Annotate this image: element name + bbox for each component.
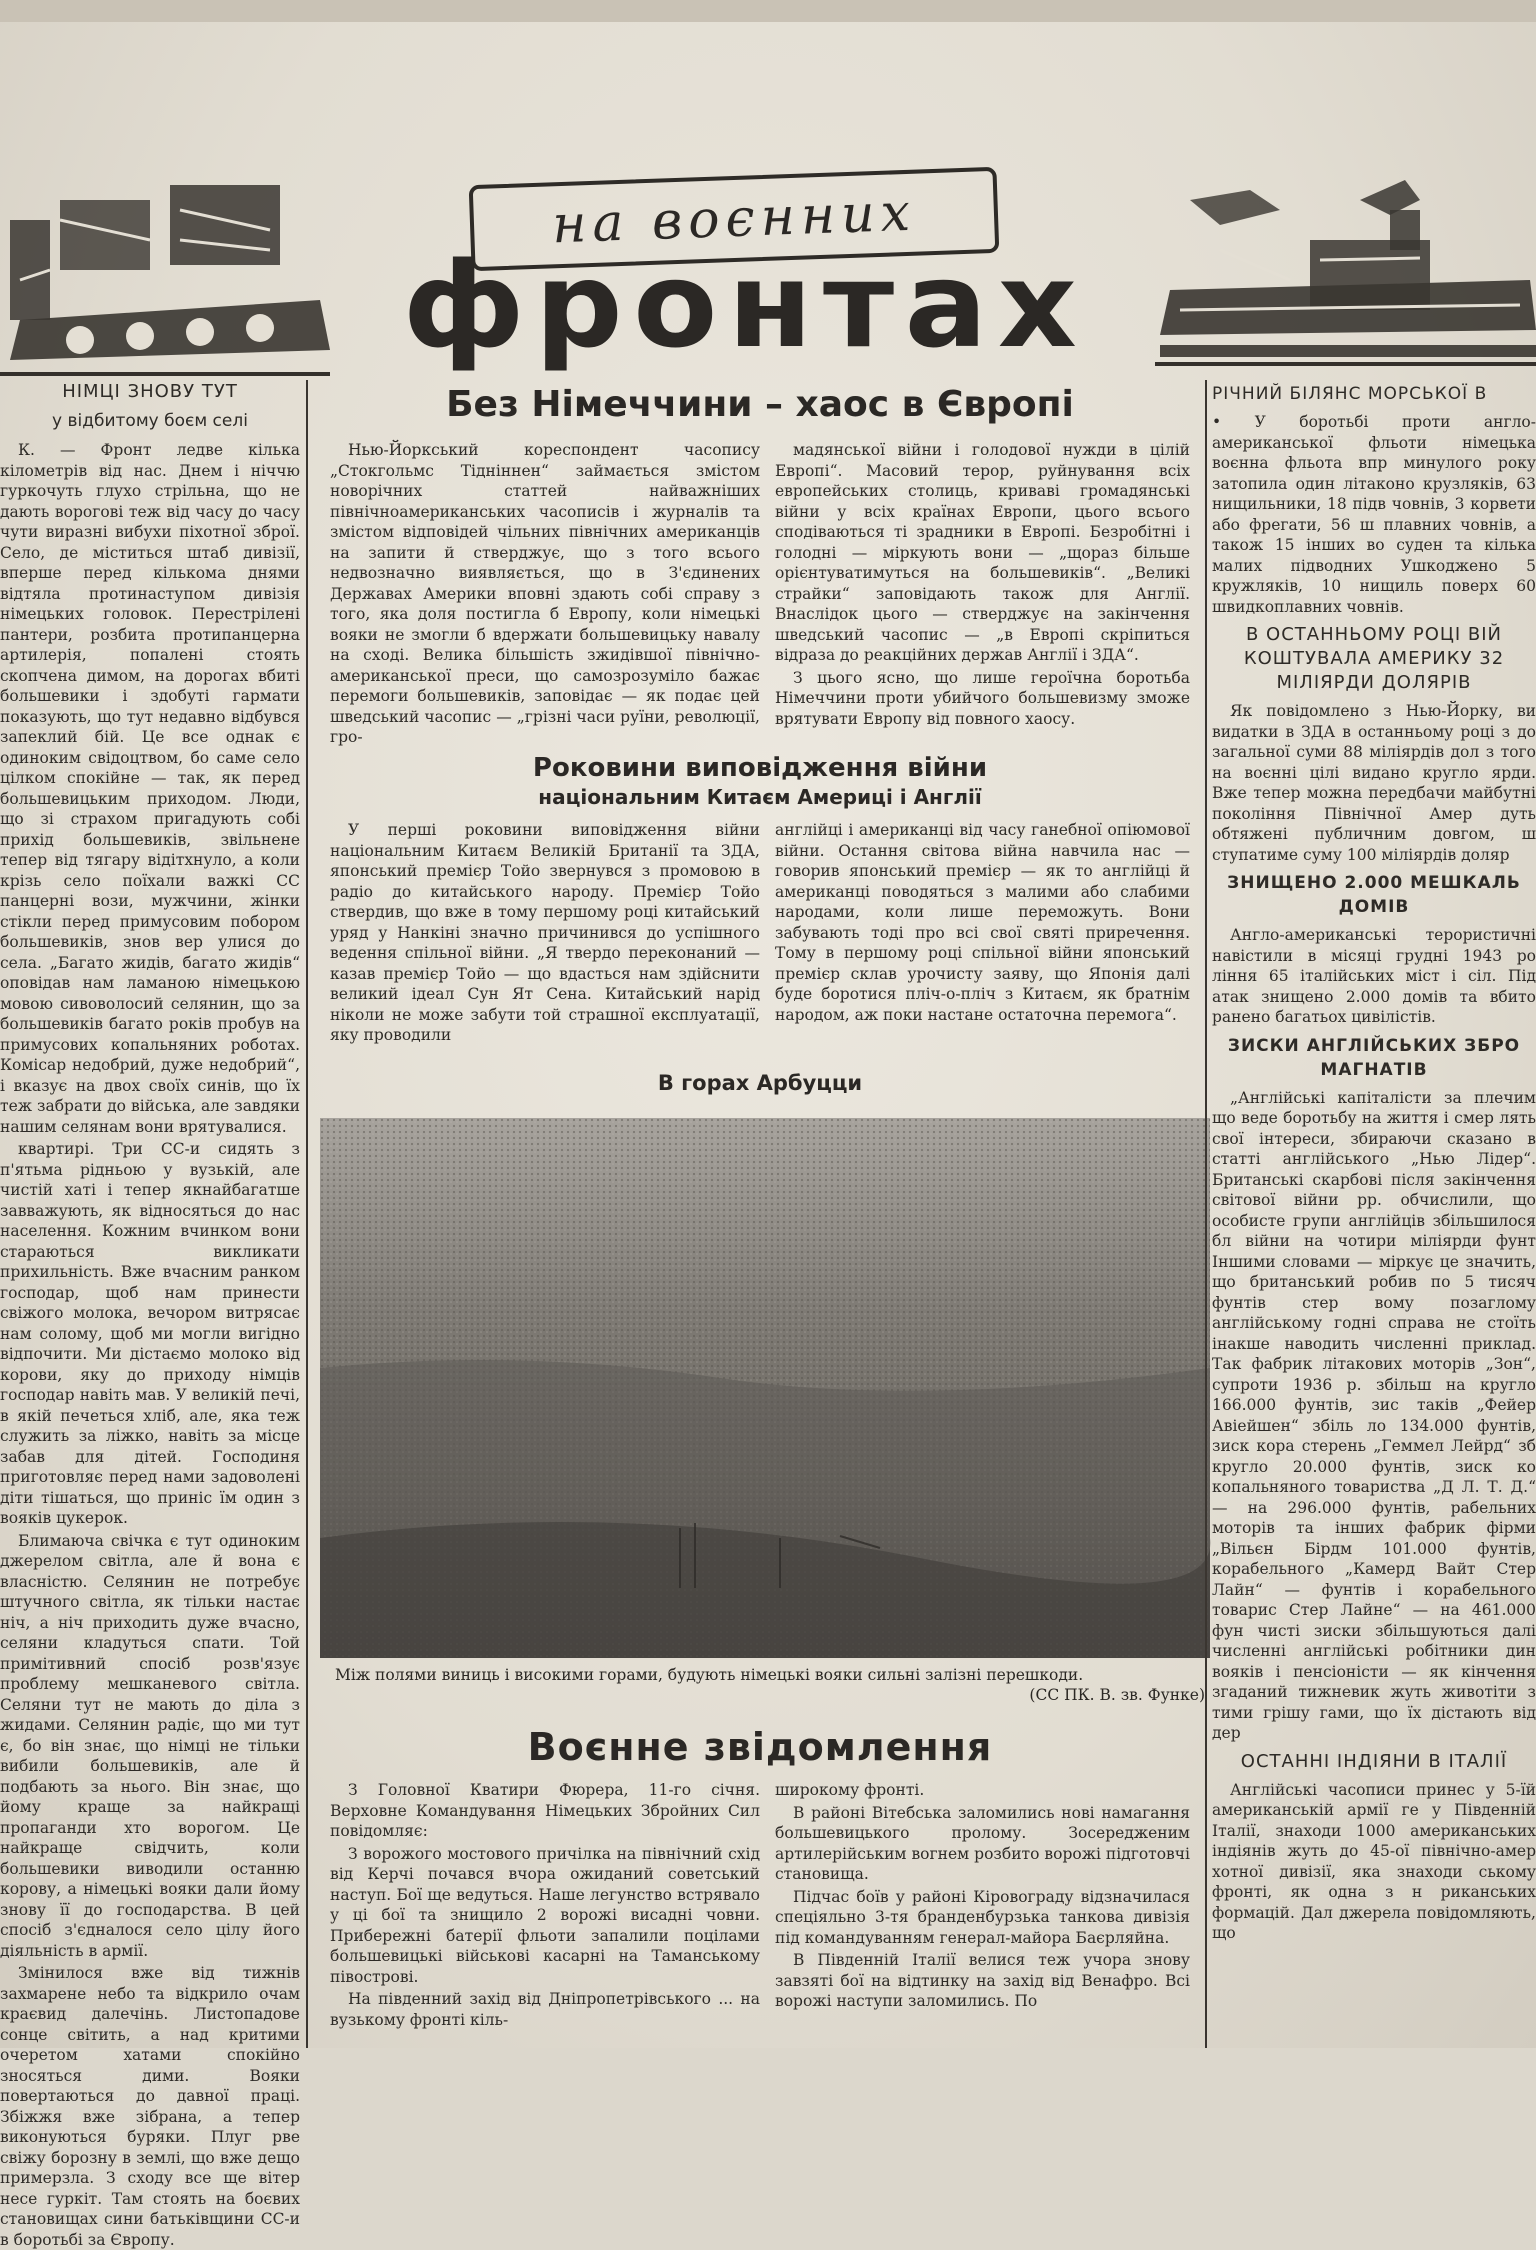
center-article-col1 — [330, 440, 760, 746]
anniversary-subtitle: національним Китаєм Америці і Англії — [538, 785, 982, 809]
war-report-paragraph: Підчас боїв у районі Кіровограду відзначилася спеціяльно 3-тя бранденбурзька танкова дивізія під командуванням генерал-майора Баєрляйна. — [775, 1887, 1190, 1947]
right-sec4-text: „Англійські капіталісти за плечим що веде боротьбу на життя і смер лять свої інтереси, збираючи сказано в статті англійського „Нью Лідер“. Британські скарбові після закінчення світової війни рр. обчислили, що особисте групи англійців збільшилося бл війни на чотири міліярди фунт Іншими словами — міркує це значить, що британський робив по 5 тисяч фунтів стер вому позаглому англійському годні справа не стоїть інакше наводить численні приклад. Так фабрик літакових моторів „Зон“, супроти 1936 р. збільш на кругло 166.000 фунтів, зис таків „Фейер Авіейшен“ збіль ло 134.000 фунтів, зиск кора стерень „Геммел Лейрд“ зб кругло 20.000 фунтів, зиск ко копальняного товариства „Д Л. Т. Д.“ — на 296.000 фунтів, рабельних моторів та інших фабрик фірми „Вільєн Бірдм 101.000 фунтів, корабельного „Камерд Вайт Стер Лайн“ — фунтів і корабельного товарис Стер Лайне“ — на 461.000 фун чисті зиски збільшуються далі численні англійські робітники дин вояків і пенсіоністи — як кінчення згаданий тижневик жуть животіти з тими грішу гами, що їх дістають від дер — [1212, 1088, 1536, 1742]
war-report-col1 — [330, 1780, 760, 2048]
war-report-paragraph: В Південній Італії велися теж учора знову завзяті бої на відтинку на захід від Венафро. Всі ворожі наступи заломились. По — [775, 1951, 1190, 2010]
anniversary-col1 — [330, 820, 760, 1062]
article-paragraph: мадянської війни і голодової нужди в цілій Европі“. Масовий терор, руйнування всіх европейських столиць, криваві громадянські війни у всіх країнах Европи, цього всього сподіваються ті зрадники в Европі. Безробітні і голодні — міркують вони — „щораз більше орієнтуватимуться на большевиків“. „Великі страйки“ заповідають також для Англії. Внаслідок цього — стверджує на закінчення шведський часопис — „в Европі скріпиться відраза до реакційних держав Англії і ЗДА“. — [775, 441, 1190, 664]
article-paragraph: З цього ясно, що лише героїчна боротьба Німеччини проти убийчого большевизму зможе врятувати Европу від повного хаосу. — [775, 668, 1190, 728]
right-sec5-text: Англійські часописи принес у 5-їй американській армії ге у Південній Італії, знаходи 1000 американських індіянів жуть до 45-ої північно-амер хотної дивізії, яка знаходи ському фронті, як одна з н риканських формацій. Дал джерела повідомляють, що — [1212, 1780, 1536, 1942]
left-title: НІМЦІ ЗНОВУ ТУТ — [62, 381, 238, 402]
mountain-field-photo — [320, 1118, 1210, 1658]
right-sec4-title: ЗИСКИ АНГЛІЙСЬКИХ ЗБРО МАГНАТІВ — [1227, 1035, 1521, 1080]
war-report-title: Воєнне звідомлення — [527, 1725, 993, 1769]
right-sec1-title: РІЧНИЙ БІЛЯНС МОРСЬКОЇ В — [1212, 384, 1488, 404]
right-sec2-title: В ОСТАННЬОМУ РОЦІ ВІЙ КОШТУВАЛА АМЕРИКУ 32 МІЛІЯРДИ ДОЛЯРІВ — [1243, 624, 1505, 693]
right-column-divider — [1205, 380, 1207, 2048]
left-column-divider — [306, 380, 308, 2048]
right-sec1-text: • У боротьбі проти англо-американської фльоти німецька воєнна фльота впр минулого року затопила один літаконо крузляків, 63 нищильники, 18 підв човнів, 3 корвети або фрегати, 56 ш плавних човнів, а також 15 інших во суден та кілька малих підводних Ушкоджено 5 кружляків, 10 нищиль поверх 60 швидкоплавних човнів. — [1212, 413, 1536, 616]
center-article-col2 — [775, 440, 1190, 740]
right-sec3-title: ЗНИЩЕНО 2.000 МЕШКАЛЬ ДОМІВ — [1227, 873, 1521, 917]
war-report-col2 — [775, 1780, 1190, 2048]
left-subtitle: у відбитому боєм селі — [52, 411, 248, 431]
masthead-title: фронтах — [402, 236, 1088, 374]
left-paragraph: Змінилося вже від тижнів захмарене небо та відкрило очам краєвид далечінь. Листопадове сонце світить, а над критими очеретом хатами спокійно зносяться дими. Вояки повертаються до давної праці. Збіжжя вже зібрана, а тепер виконуються буряки. Плуг рве свіжу борозну в землі, що вже дещо примерзла. З сходу все ще вітер несе гуркіт. Там стоять на боєвих становищах сини батьківщини СС-и в боротьбі за Європу. — [0, 1964, 300, 2249]
war-report-paragraph: На південний захід від Дніпропетрівського ... на вузькому фронті кіль- — [330, 1990, 760, 2029]
masthead-kicker: на воєнних — [469, 167, 1000, 271]
masthead-right-rule — [1155, 362, 1536, 366]
masthead-left-illustration — [0, 180, 335, 375]
war-report-paragraph: З ворожого мостового причілка на північний схід від Керчі почався вчора ожиданий советський наступ. Бої ще ведуться. Наше легунство встрявало у ці бої та знищило 2 ворожі висадні човни. Прибережні батерії фльоти запалили поцілами большевицькі військові касарні на Таманському півострові. — [330, 1844, 760, 1986]
article-paragraph: Нью-Йоркський кореспондент часопису „Стокгольмс Тідніннен“ займається змістом новорічних статтей найважніших північноамериканських часописів і журналів та змістом відповідей чільних північних американців на запити й стверджує, що з того всього недвозначно виявляється, що в З'єдинених Державах Америки вповні здають собі справу з того, яка доля постигла б Европу, коли німецькі вояки не змогли б вдержати большевицьку навалу на сході. Велика більшість зжидівшої північно-американської преси, що самозрозуміло бажає перемоги большевиків, заповідає — як подає цей шведський часопис — „грізні часи руїни, революції, гро- — [330, 441, 760, 746]
war-report-paragraph: З Головної Кватири Фюрера, 11-го січня. Верховне Командування Німецьких Збройних Сил повідомляє: — [330, 1781, 760, 1840]
right-sec3-text: Англо-американські терористичні навістили в місяці грудні 1943 ро ління 65 італійських міст і сіл. Під атак знищено 2.000 домів та вбито ранено багатьох цивілістів. — [1212, 926, 1536, 1026]
left-paragraph: квартирі. Три СС-и сидять з п'ятьма рідньою у вузькій, але чистій хаті і тепер якнайбагатше завважують, як відносяться до нас населення. Кожним вчинком вони стараються викликати прихильність. Вже вчасним ранком господар, щоб нам принести свіжого молока, вечором витрясає нам солому, щоб ми могли вигідно відпочити. Ми дістаємо молоко від корови, яку до приходу німців господар навіть мав. У великій печі, в якій печеться хліб, але, яка теж служить за ліжко, навіть за місце забав для дітей. Господиня приготовляє перед нами задоволені діти тішаться, що приніс їм один з вояків цукерок. — [0, 1140, 300, 1527]
left-column — [0, 378, 300, 2249]
photo-caption — [335, 1665, 1205, 1705]
masthead-right-illustration — [1160, 170, 1536, 370]
anniversary-col2 — [775, 820, 1190, 1062]
war-report-paragraph: В районі Вітебська заломились нові намагання большевицького пролому. Зосередженим артилерійським вогнем розбито ворожі підготовчі становища. — [775, 1803, 1190, 1883]
photo-caption-text: Між полями виниць і високими горами, будують німецькі вояки сильні залізні перешкоди. — [335, 1666, 1084, 1684]
masthead-left-rule — [0, 372, 330, 376]
anniversary-paragraph: англійці і американці від часу ганебної опіюмової війни. Остання світова війна навчила нас — говорив японський премієр — як то англійці й американці поводяться з малими або слабими народами, коли лише переможуть. Вони забувають тоді про всі свої святі приречення. Тому в першому році спільної війни японський премієр склав урочисту заяву, що Японія далі буде боротися пліч-о-пліч з Китаєм, як братнім народом, аж поки настане остаточна перемога“. — [775, 821, 1190, 1024]
right-column — [1212, 376, 1536, 2048]
photo-heading: В горах Арбуцци — [657, 1071, 863, 1095]
photo-credit: (СС ПК. В. зв. Функе) — [1029, 1686, 1205, 1704]
right-sec5-title: ОСТАННІ ІНДІЯНИ В ІТАЛІЇ — [1240, 1750, 1508, 1772]
right-sec2-text: Як повідомлено з Нью-Йорку, ви видатки в ЗДА в останньому році з до загальної суми 88 міліярдів дол з того на воєнні цілі видано кругло ярди. Вже тепер можна передбачи майбутні покоління Північної Амер дуть обтяжені публичним довгом, ш ступатиме суму 100 міліярдів доляр — [1212, 702, 1536, 864]
left-paragraph: К. — Фронт ледве кілька кілометрів від нас. Днем і ніччю гуркочуть глухо стрільна, що не дають ворогові теж від часу до часу чути виразні вибухи піхотної зброї. Село, де міститься штаб дивізії, вперше перед кількома днями відтяла протинаступом дивізія німецьких головок. Перестрілені пантери, розбита протипанцерна артилерія, попалені стоять скопчена димом, на дорогах вбиті большевики і здобуті гармати показують, що тут недавно відбувся запеклий бій. Це все однак є одиноким свідоцтвом, бо саме село цілком спокійне — так, як перед большевицьким приходом. Люди, що зі страхом пригадують собі прихід большевиків, звільнене тепер від тягару відітхнуло, а коли крізь село поїхали важкі СС панцерні вози, мужчини, жінки стікли перед примусовим побором большевиків, знов вер улися до села. „Багато жидів, багато жидів“ оповідав нам ламаною німецькою мовою сивоволосий селянин, що за большевиків багато років пробув на примусових копальняних роботах. Комісар недобрий, дуже недобрий“, і вказує на двох своїх синів, що їх теж забрати до війська, але завдяки нашим селянам вони врятувалися. — [0, 441, 300, 1136]
anniversary-title: Роковини виповідження війни — [532, 753, 988, 783]
left-paragraph: Блимаюча свічка є тут одиноким джерелом світла, але й вона є власністю. Селянин не потребує штучного світла, як тільки настає ніч, а ніч приходить дуже вчасно, селяни кладуться спати. Той примітивний спосіб розв'язує проблему мешканевого світла. Селяни тут не мають до діла з жидами. Селянин радіє, що ми тут є, бо він знає, що німці не тільки вибили большевиків, але й подбають за нього. Він знає, що йому краще за найкращі пропаганди хто ворогом. Це найкраще свідчить, коли большевики виводили останню корову, а німецькі вояки дали йому знову її до господарства. В цей спосіб з'єдналося село цілу його діяльність в армії. — [0, 1531, 300, 1960]
page-top-edge — [0, 0, 1536, 22]
war-report-paragraph: широкому фронті. — [775, 1781, 925, 1799]
main-headline: Без Німеччини – хаос в Європі — [446, 384, 1074, 425]
anniversary-paragraph: У перші роковини виповідження війни національним Китаєм Великій Британії та ЗДА, японський премієр Тойо звернувся з промовою в радіо до китайського народу. Премієр Тойо ствердив, що вже в тому першому році китайський уряд у Нанкіні значно причинився до успішного ведення спільної війни. „Я твердо переконаний — казав премієр Тойо — що вдасться нам здійснити великий ідеал Сун Ят Сена. Китайський нарід ніколи не може забути той страшної експлуатації, яку проводили — [330, 821, 760, 1044]
